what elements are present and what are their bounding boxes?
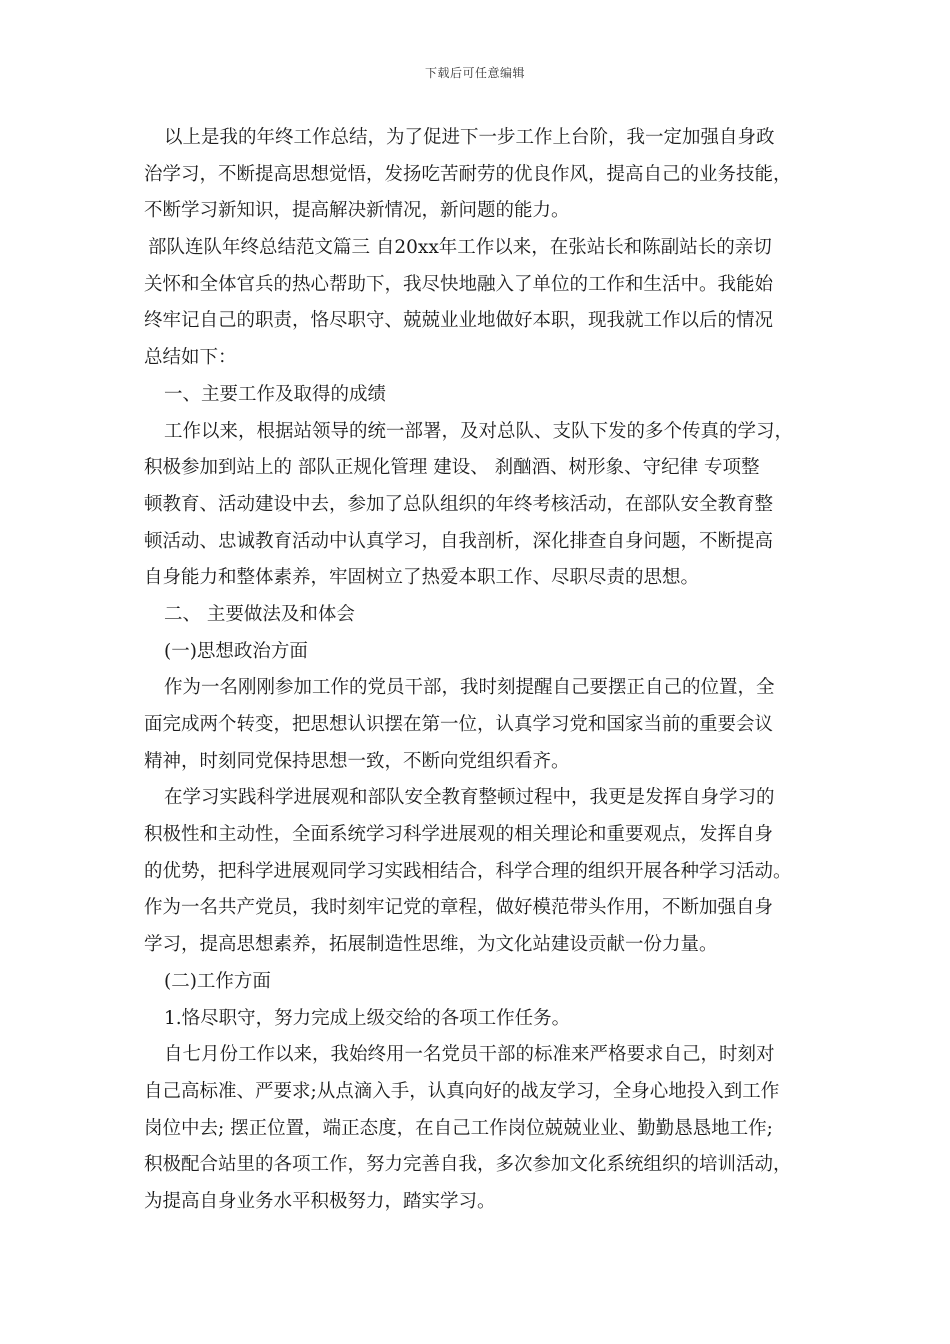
paragraph-line: 顿教育、活动建设中去，参加了总队组织的年终考核活动，在部队安全教育整 [144, 493, 774, 515]
paragraph-line: 治学习，不断提高思想觉悟，发扬吃苦耐劳的优良作风，提高自己的业务技能， [144, 163, 792, 185]
subsection-heading: (一)思想政治方面 [164, 640, 308, 662]
paragraph-line: 作为一名刚刚参加工作的党员干部，我时刻提醒自己要摆正自己的位置，全 [164, 677, 775, 699]
paragraph-line: 自身能力和整体素养，牢固树立了热爱本职工作、尽职尽责的思想。 [144, 567, 700, 589]
paragraph-line: 总结如下： [144, 347, 237, 369]
paragraph-line: 关怀和全体官兵的热心帮助下，我尽快地融入了单位的工作和生活中。我能始 [144, 273, 774, 295]
paragraph-line: 自己高标准、严要求;从点滴入手，认真向好的战友学习，全身心地投入到工作 [144, 1080, 780, 1102]
document-body [144, 120, 814, 1221]
paragraph-line: 面完成两个转变，把思想认识摆在第一位，认真学习党和国家当前的重要会议 [144, 714, 774, 735]
list-item: 1.恪尽职守，努力完成上级交给的各项工作任务。 [164, 1007, 571, 1029]
paragraph-line: 积极参加到站上的 部队正规化管理 建设、 刹酗酒、树形象、守纪律 专项整 [144, 457, 760, 479]
paragraph-line: 为提高自身业务水平积极努力，踏实学习。 [144, 1190, 496, 1212]
paragraph-line: 学习，提高思想素养，拓展制造性思维，为文化站建设贡献一份力量。 [144, 934, 718, 956]
paragraph-line: 工作以来，根据站领导的统一部署，及对总队、支队下发的多个传真的学习， [164, 420, 794, 442]
paragraph-line: 岗位中去; 摆正位置，端正态度，在自己工作岗位兢兢业业、勤勤恳恳地工作; [144, 1117, 773, 1139]
paragraph-line: 部队连队年终总结范文篇三 自20xx年工作以来，在张站长和陈副站长的亲切 [148, 237, 772, 259]
section-heading: 二、 主要做法及和体会 [164, 603, 355, 625]
paragraph-line: 积极配合站里的各项工作，努力完善自我，多次参加文化系统组织的培训活动， [144, 1154, 792, 1176]
paragraph-line: 精神，时刻同党保持思想一致，不断向党组织看齐。 [144, 750, 570, 772]
paragraph-line: 终牢记自己的职责，恪尽职守、兢兢业业地做好本职，现我就工作以后的情况 [144, 310, 774, 332]
section-heading: 一、主要工作及取得的成绩 [164, 383, 387, 405]
subsection-heading: (二)工作方面 [164, 970, 271, 992]
paragraph-line: 自七月份工作以来，我始终用一名党员干部的标准来严格要求自己，时刻对 [164, 1044, 775, 1066]
paragraph-line: 在学习实践科学进展观和部队安全教育整顿过程中，我更是发挥自身学习的 [164, 787, 775, 809]
paragraph-line: 的优势，把科学进展观同学习实践相结合，科学合理的组织开展各种学习活动。 [144, 860, 792, 882]
page-header: 下载后可任意编辑 [424, 66, 525, 80]
paragraph-line: 作为一名共产党员，我时刻牢记党的章程，做好模范带头作用，不断加强自身 [144, 897, 774, 919]
paragraph-line: 顿活动、忠诚教育活动中认真学习，自我剖析，深化排查自身问题，不断提高 [144, 530, 774, 552]
paragraph-line: 以上是我的年终工作总结，为了促进下一步工作上台阶，我一定加强自身政 [164, 127, 775, 148]
paragraph-line: 不断学习新知识，提高解决新情况，新问题的能力。 [144, 200, 570, 222]
paragraph-line: 积极性和主动性，全面系统学习科学进展观的相关理论和重要观点，发挥自身 [144, 824, 774, 846]
